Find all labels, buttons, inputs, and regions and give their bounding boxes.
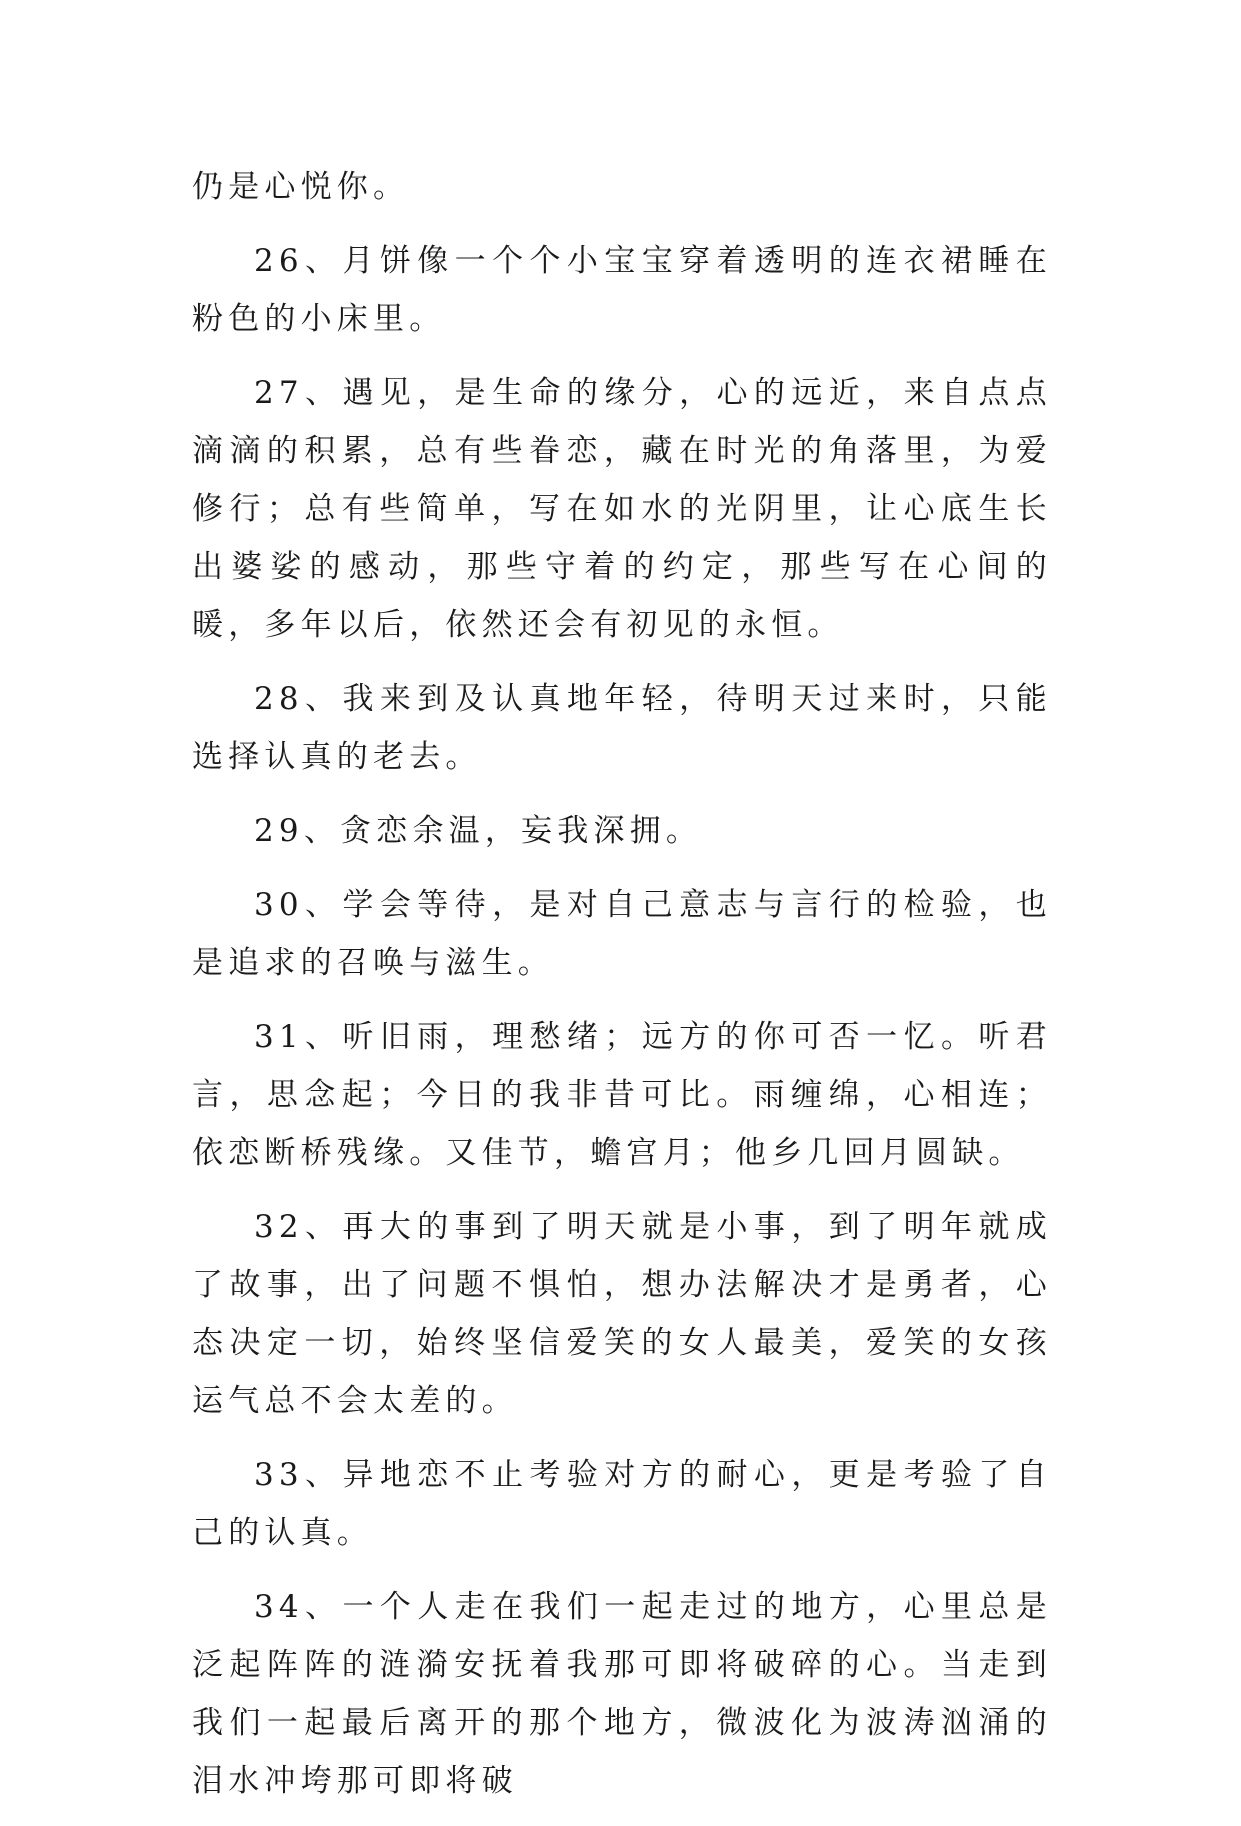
paragraph-30: 30、学会等待，是对自己意志与言行的检验，也是追求的召唤与滋生。 — [192, 887, 1052, 981]
paragraph-29: 29、贪恋余温，妄我深拥。 — [254, 813, 703, 849]
paragraph-32: 32、再大的事到了明天就是小事，到了明年就成了故事，出了问题不惧怕，想办法解决才是勇者，心态决定一切，始终坚信爱笑的女人最美，爱笑的女孩运气总不会太差的。 — [192, 1209, 1052, 1419]
paragraph-26: 26、月饼像一个个小宝宝穿着透明的连衣裙睡在粉色的小床里。 — [192, 243, 1052, 337]
paragraph-27: 27、遇见，是生命的缘分，心的远近，来自点点滴滴的积累，总有些眷恋，藏在时光的角落里，为爱修行；总有些简单，写在如水的光阴里，让心底生长出婆娑的感动，那些守着的约定，那些写在心间的暖，多年以后，依然还会有初见的永恒。 — [192, 375, 1052, 643]
paragraph-continuation: 仍是心悦你。 — [192, 169, 410, 205]
document-body — [192, 158, 1052, 1826]
paragraph-31: 31、听旧雨，理愁绪；远方的你可否一忆。听君言，思念起；今日的我非昔可比。雨缠绵，心相连；依恋断桥残缘。又佳节，蟾宫月；他乡几回月圆缺。 — [192, 1019, 1052, 1171]
paragraph-34: 34、一个人走在我们一起走过的地方，心里总是泛起阵阵的涟漪安抚着我那可即将破碎的心。当走到我们一起最后离开的那个地方，微波化为波涛汹涌的泪水冲垮那可即将破 — [192, 1589, 1052, 1799]
paragraph-28: 28、我来到及认真地年轻，待明天过来时，只能选择认真的老去。 — [192, 681, 1052, 775]
paragraph-33: 33、异地恋不止考验对方的耐心，更是考验了自己的认真。 — [192, 1457, 1052, 1551]
